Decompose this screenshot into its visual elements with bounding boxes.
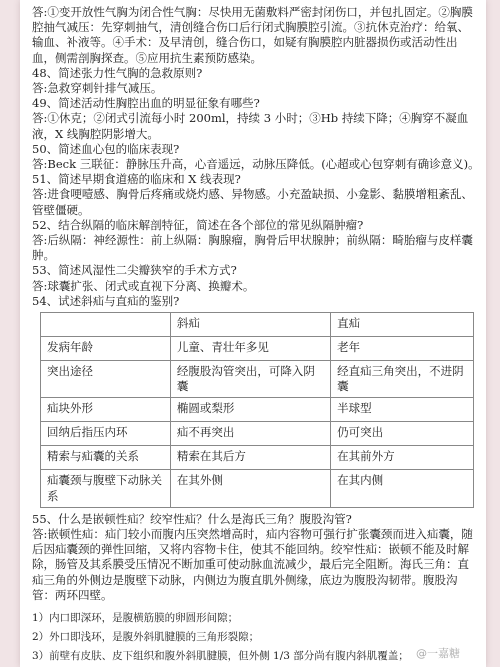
question-48: 48、简述张力性气胸的急救原则? xyxy=(32,65,203,80)
table-cell: 精索与疝囊的关系 xyxy=(41,446,171,470)
question-53: 53、简述风湿性二尖瓣狭窄的手术方式? xyxy=(32,263,237,278)
table-header-row xyxy=(41,313,474,337)
table-cell: 在其前外方 xyxy=(331,446,474,470)
table-cell: 疝块外形 xyxy=(41,398,171,422)
table-header-cell: 斜疝 xyxy=(170,313,330,337)
table-cell: 经直疝三角突出，不进阴囊 xyxy=(331,361,474,398)
document-page xyxy=(20,0,486,667)
question-55: 55、什么是嵌顿性疝？绞窄性疝？什么是海氏三角？腹股沟管? xyxy=(32,511,352,526)
list-item: 1）内口即深环，是腹横筋膜的卵圆形间隙； xyxy=(32,612,239,625)
document-content xyxy=(32,5,480,666)
table-cell: 在其内侧 xyxy=(331,470,474,507)
watermark-text: @一嘉糖 xyxy=(416,647,460,660)
question-50: 50、简述血心包的临床表现? xyxy=(32,141,180,156)
table-cell: 回纳后指压内环 xyxy=(41,422,171,446)
hernia-comparison-table xyxy=(40,312,474,508)
table-cell: 儿童、青壮年多见 xyxy=(170,337,330,361)
table-row xyxy=(41,470,474,507)
table-row xyxy=(41,398,474,422)
table-cell: 半球型 xyxy=(331,398,474,422)
answer-53: 答:球囊扩张、闭式或直视下分离、换瓣术。 xyxy=(32,278,255,293)
table-cell: 突出途径 xyxy=(41,361,171,398)
table-cell: 老年 xyxy=(331,337,474,361)
table-row xyxy=(41,337,474,361)
answer-49: 答:①休克；②闭式引流每小时 200ml，持续 3 小时；③Hb 持续下降；④胸穿不凝血液，X 线胸腔阴影增大。 xyxy=(32,111,469,141)
list-item: 2）外口即浅环，是腹外斜肌腱膜的三角形裂隙； xyxy=(32,631,260,644)
question-49: 49、简述活动性胸腔出血的明显征象有哪些? xyxy=(32,96,260,111)
answer-47: 答:①变开放性气胸为闭合性气胸：尽快用无菌敷料严密封闭伤口，并包扎固定。②胸膜腔抽气减压：先穿刺抽气，清创缝合伤口后行闭式胸膜腔引流。③抗休克治疗：给氧、输血、补液等。④手术：及早清创，缝合伤口，如疑有胸膜腔内脏器损伤或活动性出血，侧需剖胸探查。⑤应用抗生素预防感染。 xyxy=(32,5,473,65)
table-cell: 在其外侧 xyxy=(170,470,330,507)
table-row xyxy=(41,446,474,470)
table-cell: 疝不再突出 xyxy=(170,422,330,446)
table-header-cell xyxy=(41,313,171,337)
answer-50: 答:Beck 三联征：静脉压升高，心音遥远，动脉压降低。(心超或心包穿刺有确诊意义)。 xyxy=(32,157,480,172)
table-row xyxy=(41,422,474,446)
question-51: 51、简述早期食道癌的临床和 X 线表现? xyxy=(32,172,241,187)
table-cell: 经腹股沟管突出，可降入阴囊 xyxy=(170,361,330,398)
question-54: 54、试述斜疝与直疝的鉴别? xyxy=(32,293,180,308)
inguinal-canal-list xyxy=(32,609,480,666)
table-header-cell: 直疝 xyxy=(331,313,474,337)
table-cell: 椭圆或梨形 xyxy=(170,398,330,422)
answer-51: 答:进食哽噎感、胸骨后疼痛或烧灼感、异物感。小充盈缺损、小龛影、黏膜增粗紊乱、管壁僵硬。 xyxy=(32,187,473,217)
list-item: 3）前壁有皮肤、皮下组织和腹外斜肌腱膜，但外侧 1/3 部分尚有腹内斜肌覆盖； xyxy=(32,650,409,663)
table-cell: 发病年龄 xyxy=(41,337,171,361)
table-cell: 精索在其后方 xyxy=(170,446,330,470)
answer-48: 答:急救穿刺针排气减压。 xyxy=(32,81,163,96)
answer-52: 答:后纵隔：神经源性：前上纵隔：胸腺瘤，胸骨后甲状腺肿；前纵隔：畸胎瘤与皮样囊肿。 xyxy=(32,233,473,263)
table-row xyxy=(41,361,474,398)
question-52: 52、结合纵隔的临床解剖特征，简述在各个部位的常见纵隔肿瘤? xyxy=(32,217,364,232)
answer-55: 答:嵌顿性疝：疝门较小而腹内压突然增高时，疝内容物可强行扩张囊颈而进入疝囊，随后因疝囊颈的弹性回缩，又将内容物卡住，使其不能回纳。绞窄性疝：嵌顿不能及时解除，肠管及其系膜受压情况不断加重可使动脉血流减少，最后完全阻断。海氏三角：直疝三角的外侧边是腹壁下动脉，内侧边为腹直肌外侧缘，底边为腹股沟韧带。腹股沟管：两环四壁。 xyxy=(32,527,473,602)
table-cell: 仍可突出 xyxy=(331,422,474,446)
table-cell: 疝囊颈与腹壁下动脉关系 xyxy=(41,470,171,507)
